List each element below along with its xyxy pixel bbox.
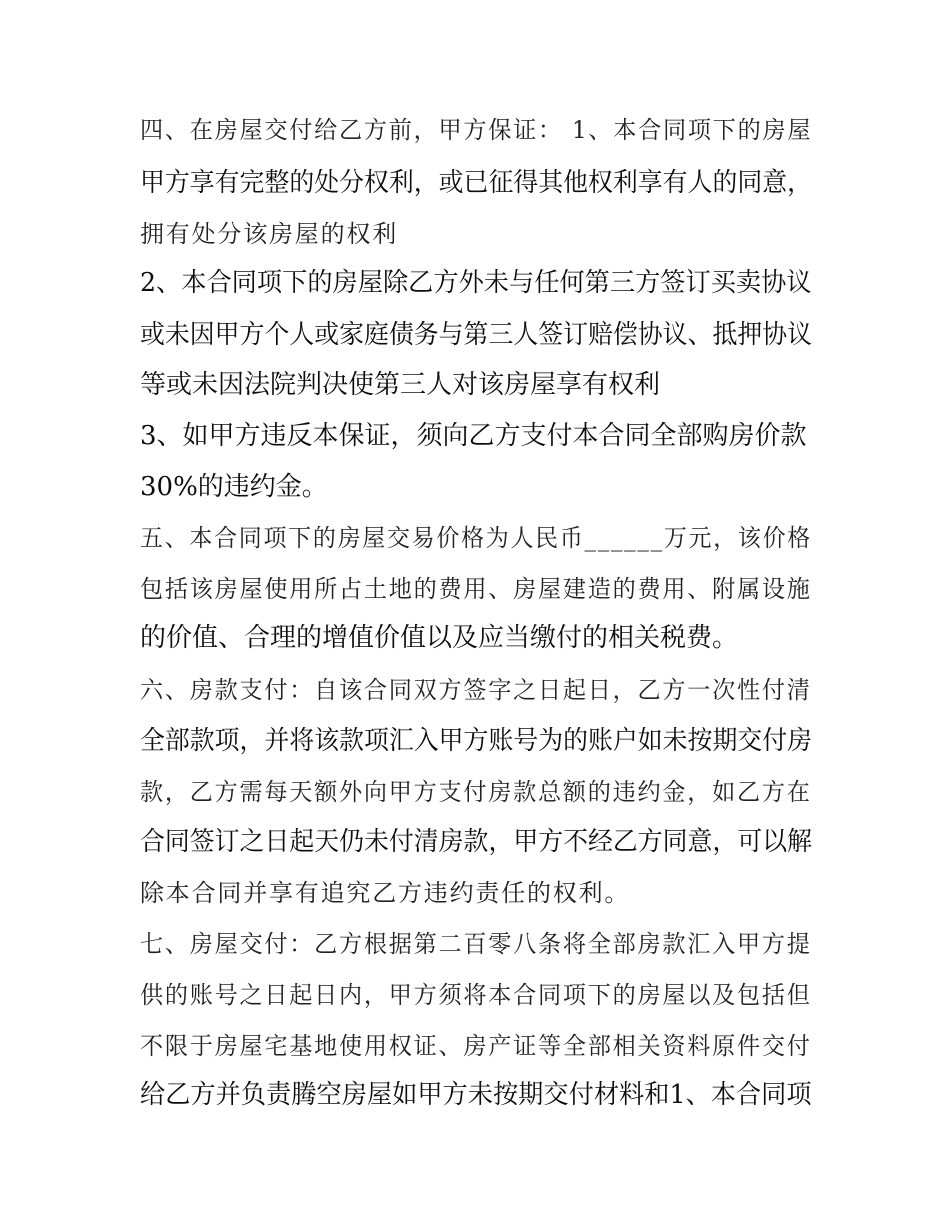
text-line: 30%的违约金。 bbox=[140, 472, 328, 502]
text-line: 供的账号之日起日内，甲方须将本合同项下的房屋以及包括但 bbox=[140, 981, 812, 1009]
text-line: 的价值、合理的增值价值以及应当缴付的相关税费。 bbox=[140, 623, 739, 653]
text-line: 五、本合同项下的房屋交易价格为人民币______万元，该价格 bbox=[140, 524, 812, 552]
text-line: 不限于房屋宅基地使用权证、房产证等全部相关资料原件交付 bbox=[140, 1032, 812, 1060]
text-line: 2、本合同项下的房屋除乙方外未与任何第三方签订买卖协议 bbox=[140, 268, 812, 298]
text-line: 六、房款支付：自该合同双方签字之日起日，乙方一次性付清 bbox=[140, 676, 812, 704]
text-line: 3、如甲方违反本保证，须向乙方支付本合同全部购房价款 bbox=[140, 421, 807, 451]
text-line: 除本合同并享有追究乙方违约责任的权利。 bbox=[140, 879, 631, 907]
text-line: 包括该房屋使用所占土地的费用、房屋建造的费用、附属设施 bbox=[140, 575, 812, 603]
text-line: 或未因甲方个人或家庭债务与第三人签订赔偿协议、抵押协议 bbox=[140, 320, 813, 350]
text-line: 甲方享有完整的处分权利，或已征得其他权利享有人的同意， bbox=[140, 168, 813, 198]
text-line: 款，乙方需每天额外向甲方支付房款总额的违约金，如乙方在 bbox=[140, 778, 812, 806]
text-line: 拥有处分该房屋的权利 bbox=[140, 220, 398, 248]
text-line: 七、房屋交付：乙方根据第二百零八条将全部房款汇入甲方提 bbox=[140, 930, 812, 958]
text-line: 合同签订之日起天仍未付清房款，甲方不经乙方同意，可以解 bbox=[140, 827, 813, 857]
text-line: 等或未因法院判决使第三人对该房屋享有权利 bbox=[140, 370, 661, 400]
text-line: 全部款项，并将该款项汇入甲方账号为的账户如未按期交付房 bbox=[140, 726, 813, 756]
text-line: 四、在房屋交付给乙方前，甲方保证： 1、本合同项下的房屋 bbox=[140, 116, 813, 144]
text-line: 给乙方并负责腾空房屋如甲方未按期交付材料和1、本合同项 bbox=[140, 1080, 812, 1110]
